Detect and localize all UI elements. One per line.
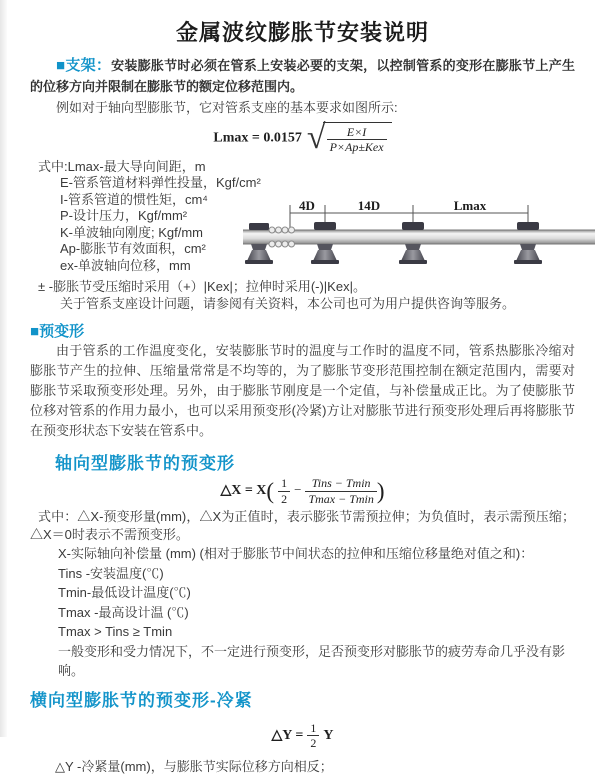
axial-formula-note: 式中：△X-预变形量(mm)，△X为正值时，表示膨张节需预拉伸；为负值时，表示需预压缩；△X＝0时表示不需预变形。 [30,509,575,543]
support-section-paragraph [30,55,575,97]
definition-line: ex-单波轴向位移，mm [60,257,191,273]
dim-label-lmax: Lmax [453,198,487,213]
axial-definition-line: Tmax -最高设计温 (℃) [58,604,189,620]
definition-line: E-管系管道材料弹性投量，Kgf/cm² [60,175,261,191]
page-title: 金属波纹膨胀节安装说明 [175,20,429,45]
axial-definition-line: Tins -安装温度(℃) [58,565,164,581]
close-paren: ) [376,478,385,504]
pipe [243,230,595,244]
formula-lmax [30,118,575,156]
support-section-label: 支架： [65,57,112,74]
radical-sign: √ [306,118,326,156]
consulting-note-line: 关于管系支座设计问题，请参阅有关资料，本公司也可为用户提供咨询等服务。 [60,296,516,312]
dim-label-4d: 4D [299,198,315,213]
axial-definition-line: Tmin-最低设计温度(℃) [58,585,191,601]
definition-line: I-管系管道的惯性矩，cm⁴ [60,191,208,207]
formula-lateral [30,721,575,751]
minus-sign: − [294,482,302,498]
formula-axial [30,476,575,506]
formula-lmax-lhs: Lmax = 0.0157 [213,130,302,146]
formula-lmax-denominator: P×Ap±Kex [329,140,384,155]
formula-axial-lhs: △X = X [220,483,267,499]
support-intro-text: 安装膨胀节时必须在管系上安装必要的支架，以控制管系的变形在膨胀节上产生的位移方向并限制在膨胀节的额定位移范围内。 [30,58,575,94]
plusminus-rule-line: ± -膨胀节受压缩时采用（+）|Kex|；拉伸时采用(-)|Kex|。 [38,279,366,295]
blue-square-icon: ■ [30,323,40,341]
scan-edge-shadow [0,0,7,737]
axial-definition-line: X-实际轴向补偿量 (mm) (相对于膨胀节中间状态的拉伸和压缩位移量绝对值之和)： [58,546,534,562]
formula-lateral-lhs: △Y = [271,727,304,743]
definition-line: P-设计压力，Kgf/mm² [60,208,188,224]
definition-line: 式中:Lmax-最大导向间距，m [38,158,206,174]
lateral-formula-note: △Y -冷紧量(mm)，与膨胀节实际位移方向相反； [55,759,333,775]
definition-line: K-单波轴向刚度; Kgf/mm [60,224,204,240]
formula-lateral-rhs: Y [323,727,334,743]
definition-line: Ap-膨胀节有效面积，cm² [60,241,206,257]
blue-square-icon: ■ [56,57,66,74]
axial-subheading: 轴向型膨胀节的预变形 [55,454,235,474]
predeform-section-label: 预变形 [39,323,85,341]
formula-lmax-numerator: E×I [327,125,387,140]
support-section-header [56,57,111,74]
axial-definition-line: 一般变形和受力情况下，不一定进行预变形，足否预变形对膨胀节的疲劳寿命几乎没有影响。 [58,643,566,679]
lateral-subheading: 横向型膨胀节的预变形-冷紧 [30,690,253,710]
pipe-support-diagram [243,197,595,289]
dim-label-14d: 14D [357,198,381,213]
open-paren: ( [266,478,275,504]
sqrt-radical [306,118,392,156]
one-half-fraction: $\frac{1}{2}$ [307,721,319,751]
axial-definitions [30,544,575,681]
axial-definition-line: Tmax > Tins ≥ Tmin [58,624,173,640]
predeform-body-paragraph: 由于管系的工作温度变化，安装膨胀节时的温度与工作时的温度不同，管系热膨胀冷缩对膨胀节产生的拉伸、压缩量常常是不均等的，为了膨胀节变形范围控制在额定范围内，需要对膨胀节采取预变形处理。另外，由于膨胀节刚度是一个定值，与补偿量成正比。为了使膨胀节位移对管系的作用力最小，也可以采用预变形(冷紧)方让对膨胀节进行预变形处理后再将膨胀节在预变形状态下安装在管系中。 [30,343,575,439]
temperature-fraction: $\frac{\text{Tins − Tmin}}{Tmax - Tmin}$ [305,476,376,506]
predeform-section-header [30,320,575,341]
one-half-fraction: $\frac{1}{2}$ [278,476,290,506]
support-example-line: 例如对于轴向型膨胀节，它对管系支座的基本要求如图所示: [56,100,398,115]
